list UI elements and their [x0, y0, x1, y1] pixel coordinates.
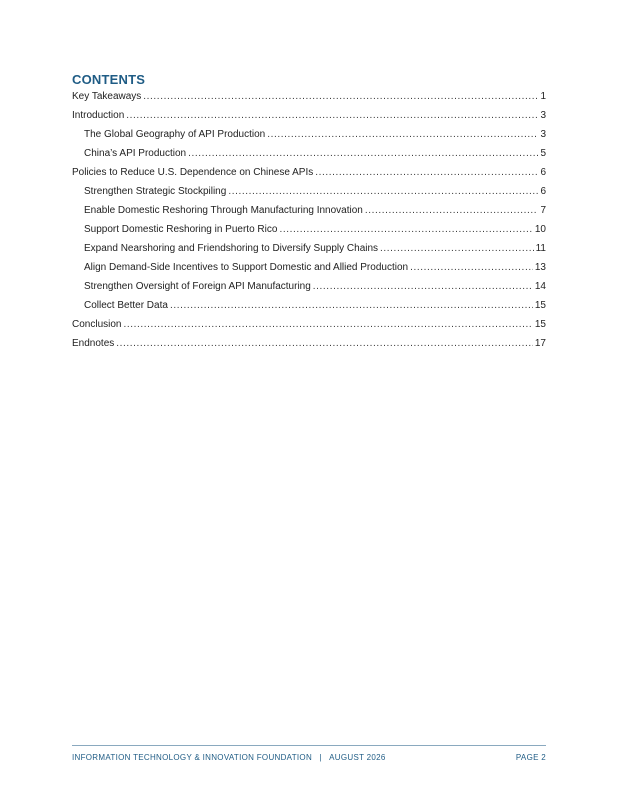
- toc-entry-endnotes[interactable]: [72, 338, 546, 357]
- toc-entry-title: Align Demand-Side Incentives to Support Domestic and Allied Production: [84, 262, 409, 273]
- toc-entry-page: 17: [534, 338, 546, 349]
- toc-entry-title: Strengthen Strategic Stockpiling: [84, 186, 227, 197]
- toc-leader-dots: [365, 205, 539, 216]
- footer-page-number: PAGE 2: [515, 753, 546, 762]
- toc-entry-title: Key Takeaways: [72, 91, 142, 102]
- toc-leader-dots: [126, 110, 538, 121]
- toc-entry-puerto-rico[interactable]: [72, 224, 546, 243]
- toc-leader-dots: [410, 262, 533, 273]
- toc-entry-introduction[interactable]: [72, 110, 546, 129]
- toc-entry-title: Policies to Reduce U.S. Dependence on Chinese APIs: [72, 167, 314, 178]
- toc-entry-page: 14: [534, 281, 546, 292]
- toc-entry-title: Strengthen Oversight of Foreign API Manufacturing: [84, 281, 311, 292]
- toc-entry-key-takeaways[interactable]: [72, 91, 546, 110]
- toc-entry-strategic-stockpiling[interactable]: [72, 186, 546, 205]
- toc-entry-page: 7: [540, 205, 546, 216]
- toc-leader-dots: [143, 91, 538, 102]
- footer-date: AUGUST 2026: [329, 753, 386, 762]
- toc-entry-global-geography[interactable]: [72, 129, 546, 148]
- toc-leader-dots: [267, 129, 538, 140]
- toc-entry-title: Support Domestic Reshoring in Puerto Rico: [84, 224, 278, 235]
- toc-entry-title: The Global Geography of API Production: [84, 129, 266, 140]
- toc-entry-title: Endnotes: [72, 338, 115, 349]
- toc-entry-nearshoring-friendshoring[interactable]: [72, 243, 546, 262]
- toc-entry-policies[interactable]: [72, 167, 546, 186]
- toc-entry-page: 6: [540, 167, 546, 178]
- footer-left: [72, 753, 386, 762]
- toc-entry-page: 3: [540, 110, 546, 121]
- toc-entry-page: 5: [540, 148, 546, 159]
- toc-entry-page: 15: [534, 319, 546, 330]
- footer-separator: |: [319, 753, 323, 762]
- toc-entry-page: 6: [540, 186, 546, 197]
- footer-organization: INFORMATION TECHNOLOGY & INNOVATION FOUNDATION: [72, 753, 313, 762]
- toc-entry-domestic-reshoring-innovation[interactable]: [72, 205, 546, 224]
- toc-entry-page: 11: [535, 243, 546, 254]
- toc-leader-dots: [315, 167, 538, 178]
- toc-entry-page: 15: [534, 300, 546, 311]
- toc-entry-foreign-oversight[interactable]: [72, 281, 546, 300]
- toc-entry-page: 3: [540, 129, 546, 140]
- toc-leader-dots: [188, 148, 538, 159]
- toc-entry-china-api-production[interactable]: [72, 148, 546, 167]
- toc-entry-title: Introduction: [72, 110, 125, 121]
- toc-leader-dots: [313, 281, 533, 292]
- toc-leader-dots: [228, 186, 538, 197]
- toc-entry-title: Expand Nearshoring and Friendshoring to Diversify Supply Chains: [84, 243, 379, 254]
- page-footer: [72, 753, 546, 762]
- toc-entry-conclusion[interactable]: [72, 319, 546, 338]
- contents-heading: CONTENTS: [72, 72, 146, 87]
- toc-entry-title: Conclusion: [72, 319, 122, 330]
- toc-entry-title: Collect Better Data: [84, 300, 168, 311]
- toc-entry-demand-side-incentives[interactable]: [72, 262, 546, 281]
- toc-leader-dots: [170, 300, 533, 311]
- footer-spacer: [312, 753, 323, 762]
- toc-leader-dots: [380, 243, 534, 254]
- footer-divider: [72, 745, 546, 746]
- toc-entry-better-data[interactable]: [72, 300, 546, 319]
- toc-entry-page: 13: [534, 262, 546, 273]
- toc-leader-dots: [279, 224, 532, 235]
- toc-entry-page: 1: [540, 91, 546, 102]
- toc-leader-dots: [123, 319, 532, 330]
- table-of-contents: [72, 91, 546, 357]
- toc-entry-title: Enable Domestic Reshoring Through Manufacturing Innovation: [84, 205, 363, 216]
- toc-leader-dots: [116, 338, 533, 349]
- toc-entry-title: China’s API Production: [84, 148, 187, 159]
- toc-entry-page: 10: [534, 224, 546, 235]
